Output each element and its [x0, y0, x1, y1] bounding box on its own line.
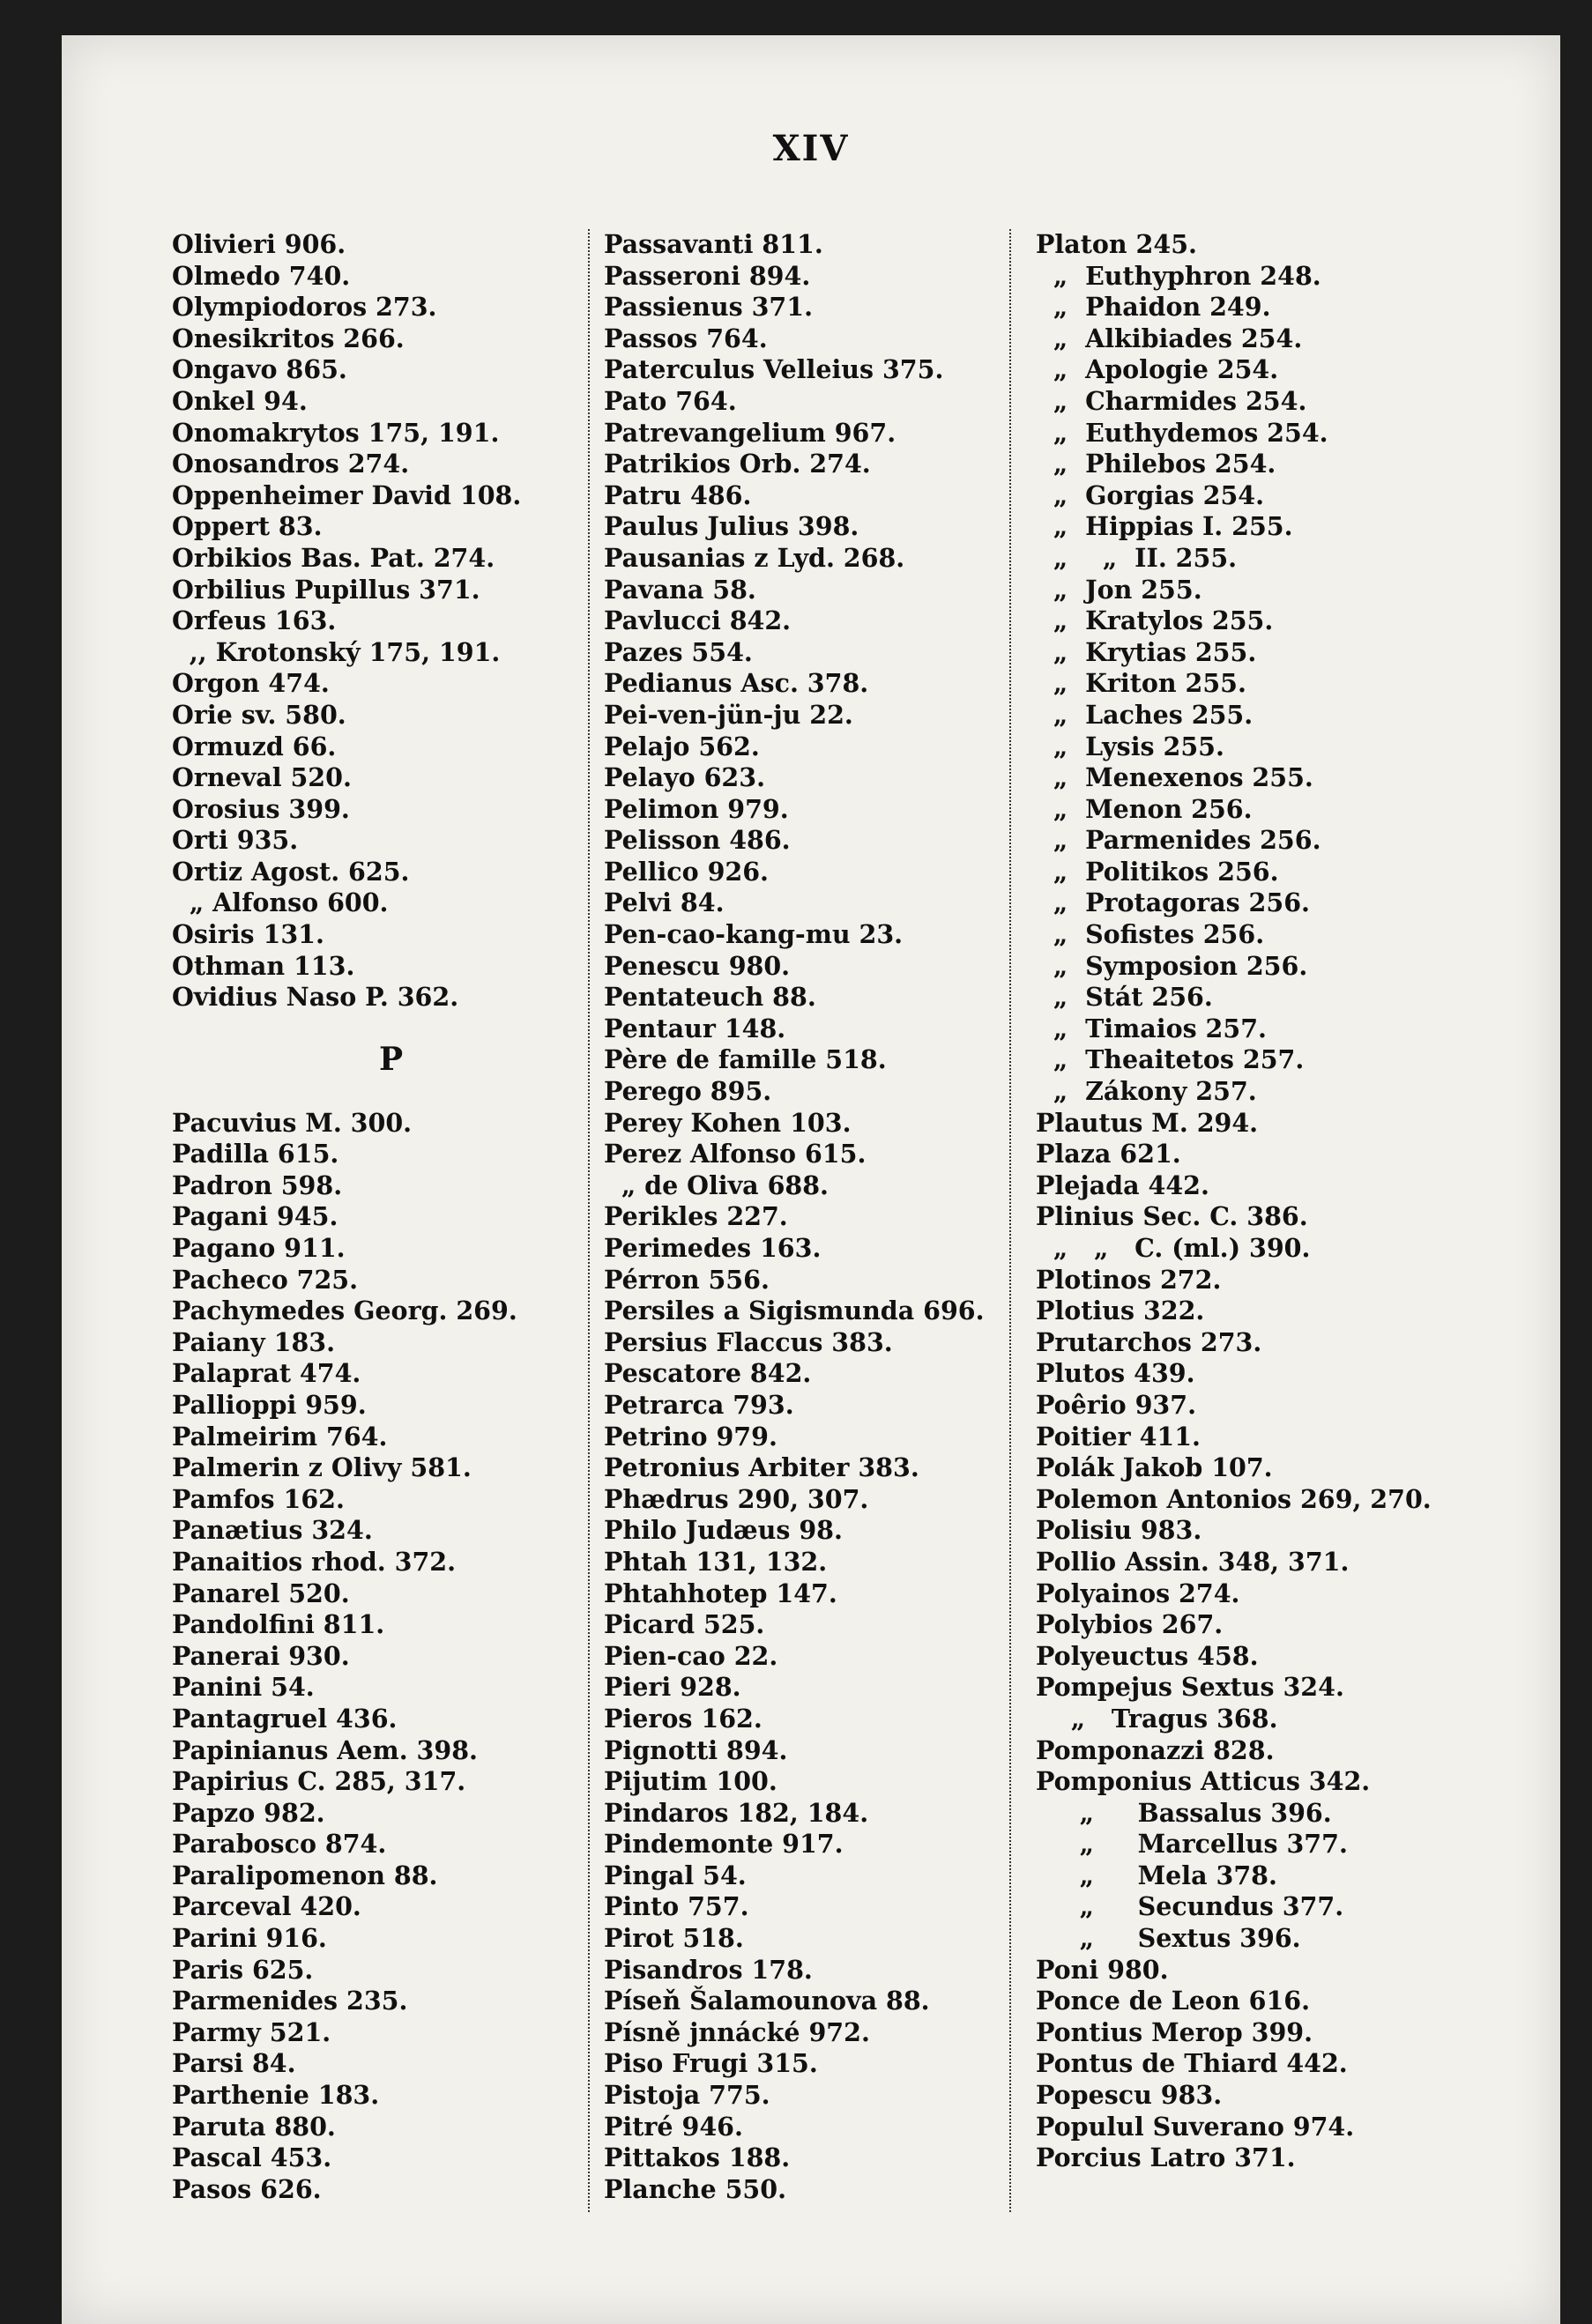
index-entry: „ Bassalus 396.	[1036, 1797, 1332, 1828]
index-entry: „ Kriton 255.	[1036, 668, 1246, 699]
index-entry: Pasos 626.	[172, 2173, 322, 2204]
index-entry: Persius Flaccus 383.	[604, 1326, 893, 1357]
index-entry: „ Protagoras 256.	[1036, 887, 1310, 918]
index-entry: Olivieri 906.	[172, 229, 346, 259]
index-entry: „ Hippias I. 255.	[1036, 511, 1293, 542]
index-entry: Pelvi 84.	[604, 887, 725, 918]
index-entry: „ Charmides 254.	[1036, 385, 1307, 416]
index-entry: Píseň Šalamounova 88.	[604, 1986, 930, 2016]
index-entry: Panini 54.	[172, 1672, 315, 1703]
index-entry: Osiris 131.	[172, 919, 324, 950]
index-entry: „ Theaitetos 257.	[1036, 1044, 1305, 1075]
index-entry: Perikles 227.	[604, 1201, 788, 1232]
index-entry: Phtah 131, 132.	[604, 1546, 828, 1577]
index-entry: Pomponazzi 828.	[1036, 1734, 1275, 1765]
index-entry: Pentateuch 88.	[604, 982, 816, 1013]
index-entry: Ormuzd 66.	[172, 731, 337, 761]
index-entry: Petronius Arbiter 383.	[604, 1452, 919, 1483]
index-entry: Onomakrytos 175, 191.	[172, 417, 500, 448]
index-entry: Passavanti 811.	[604, 229, 823, 259]
index-entry: Penescu 980.	[604, 950, 791, 981]
index-entry: Pistoja 775.	[604, 2080, 770, 2111]
index-entry: „ Alfonso 600.	[172, 887, 389, 918]
index-entry: Pallioppi 959.	[172, 1389, 367, 1420]
index-entry: Pen-cao-kang-mu 23.	[604, 919, 904, 950]
index-entry: Pacuvius M. 300.	[172, 1107, 413, 1138]
index-entry: Parthenie 183.	[172, 2080, 380, 2111]
index-entry: Pantagruel 436.	[172, 1703, 398, 1734]
index-entry: Planche 550.	[604, 2173, 786, 2204]
index-entry: Ortiz Agost. 625.	[172, 856, 410, 887]
index-entry: Orosius 399.	[172, 793, 350, 824]
index-entry: Padron 598.	[172, 1169, 343, 1200]
index-entry: Pescatore 842.	[604, 1358, 812, 1389]
index-entry: Perimedes 163.	[604, 1233, 822, 1263]
index-entry: Pollio Assin. 348, 371.	[1036, 1546, 1350, 1577]
index-entry: Pompejus Sextus 324.	[1036, 1672, 1344, 1703]
index-entry: Písně jnnácké 972.	[604, 2016, 870, 2047]
index-entry: Oppenheimer David 108.	[172, 479, 522, 510]
index-entry: Orie sv. 580.	[172, 699, 346, 730]
index-entry: Paralipomenon 88.	[172, 1860, 438, 1890]
index-entry: Orgon 474.	[172, 668, 330, 699]
index-entry: Pavlucci 842.	[604, 605, 792, 636]
index-entry: „ Sofistes 256.	[1036, 919, 1265, 950]
index-entry: Orneval 520.	[172, 762, 352, 793]
index-entry: „ Timaios 257.	[1036, 1013, 1267, 1043]
index-entry: „ Stát 256.	[1036, 982, 1213, 1013]
index-entry: Pato 764.	[604, 385, 737, 416]
index-entry: Polák Jakob 107.	[1036, 1452, 1273, 1483]
index-entry: Pentaur 148.	[604, 1013, 786, 1043]
index-entry: „ Menon 256.	[1036, 793, 1253, 824]
index-entry: Poêrio 937.	[1036, 1389, 1196, 1420]
index-entry: Papzo 982.	[172, 1797, 325, 1828]
index-entry: Pei-ven-jün-ju 22.	[604, 699, 853, 730]
index-entry: Parmy 521.	[172, 2016, 331, 2047]
index-entry: Plotinos 272.	[1036, 1264, 1222, 1295]
index-entry: Parceval 420.	[172, 1891, 361, 1922]
index-entry: Pomponius Atticus 342.	[1036, 1766, 1371, 1797]
index-entry: Pagano 911.	[172, 1233, 346, 1263]
index-entry: „ Secundus 377.	[1036, 1891, 1344, 1922]
index-entry: Parabosco 874.	[172, 1829, 387, 1860]
index-entry: „ Krytias 255.	[1036, 636, 1257, 667]
index-entry: Pittakos 188.	[604, 2142, 791, 2173]
index-column-middle	[604, 229, 1045, 2205]
index-entry: Panaitios rhod. 372.	[172, 1546, 457, 1577]
index-entry: Père de famille 518.	[604, 1044, 887, 1075]
index-entry: „ Parmenides 256.	[1036, 825, 1321, 856]
index-entry: „ Marcellus 377.	[1036, 1829, 1348, 1860]
blank-line	[172, 1076, 613, 1108]
index-column-left	[172, 229, 613, 2205]
index-entry: „ Phaidon 249.	[1036, 292, 1271, 323]
index-entry: Platon 245.	[1036, 229, 1197, 259]
index-entry: Plaza 621.	[1036, 1139, 1181, 1169]
index-entry: Pellico 926.	[604, 856, 769, 887]
index-entry: „ Laches 255.	[1036, 699, 1254, 730]
index-entry: Papirius C. 285, 317.	[172, 1766, 466, 1797]
index-entry: Pacheco 725.	[172, 1264, 359, 1295]
index-entry: Pieros 162.	[604, 1703, 763, 1734]
index-entry: Pavana 58.	[604, 574, 756, 605]
blank-line	[172, 1014, 613, 1045]
index-entry: Philo Judæus 98.	[604, 1515, 843, 1546]
index-entry: „ Menexenos 255.	[1036, 762, 1313, 793]
index-entry: Passienus 371.	[604, 292, 814, 323]
index-entry: Onesikritos 266.	[172, 323, 405, 353]
index-entry: Pirot 518.	[604, 1923, 744, 1954]
index-entry: „ Politikos 256.	[1036, 856, 1279, 887]
index-entry: „ Apologie 254.	[1036, 354, 1279, 385]
index-entry: „ „ II. 255.	[1036, 542, 1238, 573]
index-entry: Pamfos 162.	[172, 1483, 345, 1514]
index-entry: Orbikios Bas. Pat. 274.	[172, 542, 495, 573]
index-entry: „ Kratylos 255.	[1036, 605, 1274, 636]
index-entry: Olympiodoros 273.	[172, 292, 437, 323]
index-entry: „ Gorgias 254.	[1036, 479, 1265, 510]
index-entry: Pien-cao 22.	[604, 1640, 778, 1671]
index-entry: „ „ C. (ml.) 390.	[1036, 1233, 1311, 1263]
index-entry: „ Euthyphron 248.	[1036, 260, 1321, 291]
index-entry: Petrino 979.	[604, 1421, 777, 1452]
index-entry: Phædrus 290, 307.	[604, 1483, 869, 1514]
index-entry: ,, Krotonský 175, 191.	[172, 636, 501, 667]
page-number: XIV	[772, 128, 850, 169]
index-entry: Plautus M. 294.	[1036, 1107, 1259, 1138]
index-entry: Padilla 615.	[172, 1139, 339, 1169]
index-entry: Perey Kohen 103.	[604, 1107, 852, 1138]
index-entry: Panerai 930.	[172, 1640, 350, 1671]
index-entry: Plinius Sec. C. 386.	[1036, 1201, 1308, 1232]
index-entry: Parsi 84.	[172, 2048, 296, 2079]
scanned-page	[62, 35, 1560, 2324]
index-entry: Pelimon 979.	[604, 793, 789, 824]
index-entry: Parini 916.	[172, 1923, 327, 1954]
index-entry: Pelajo 562.	[604, 731, 760, 761]
index-entry: Polisiu 983.	[1036, 1515, 1202, 1546]
index-entry: Prutarchos 273.	[1036, 1326, 1262, 1357]
index-entry: Poni 980.	[1036, 1954, 1169, 1985]
index-entry: Polyainos 274.	[1036, 1578, 1240, 1608]
index-entry: Paterculus Velleius 375.	[604, 354, 944, 385]
index-entry: Panarel 520.	[172, 1578, 350, 1608]
index-entry: „ Philebos 254.	[1036, 449, 1276, 479]
index-entry: Palaprat 474.	[172, 1358, 361, 1389]
index-entry: Pijutim 100.	[604, 1766, 777, 1797]
index-entry: Panætius 324.	[172, 1515, 373, 1546]
index-entry: Pontus de Thiard 442.	[1036, 2048, 1348, 2079]
index-entry: Pignotti 894.	[604, 1734, 788, 1765]
index-entry: Passos 764.	[604, 323, 768, 353]
index-entry: Paruta 880.	[172, 2111, 336, 2142]
index-entry: Petrarca 793.	[604, 1389, 794, 1420]
index-entry: Popescu 983.	[1036, 2080, 1223, 2111]
index-entry: Onosandros 274.	[172, 449, 410, 479]
index-entry: Onkel 94.	[172, 385, 308, 416]
index-entry: Orfeus 163.	[172, 605, 337, 636]
index-entry: Paris 625.	[172, 1954, 314, 1985]
index-entry: Pazes 554.	[604, 636, 753, 667]
index-entry: „ Euthydemos 254.	[1036, 417, 1328, 448]
index-entry: Perez Alfonso 615.	[604, 1139, 867, 1169]
index-entry: Pachymedes Georg. 269.	[172, 1296, 517, 1326]
index-entry: Pingal 54.	[604, 1860, 747, 1890]
index-entry: Pagani 945.	[172, 1201, 338, 1232]
index-entry: Phtahhotep 147.	[604, 1578, 837, 1608]
index-entry: Paiany 183.	[172, 1326, 336, 1357]
index-entry: „ Tragus 368.	[1036, 1703, 1278, 1734]
index-entry: Pascal 453.	[172, 2142, 332, 2173]
index-entry: Polemon Antonios 269, 270.	[1036, 1483, 1432, 1514]
index-entry: Othman 113.	[172, 950, 355, 981]
index-entry: Pindemonte 917.	[604, 1829, 844, 1860]
index-entry: Ongavo 865.	[172, 354, 347, 385]
index-entry: Polyeuctus 458.	[1036, 1640, 1259, 1671]
index-entry: Poitier 411.	[1036, 1421, 1201, 1452]
index-entry: Populul Suverano 974.	[1036, 2111, 1355, 2142]
index-entry: Oppert 83.	[172, 511, 323, 542]
index-entry: Pelisson 486.	[604, 825, 791, 856]
index-entry: Plejada 442.	[1036, 1169, 1209, 1200]
index-entry: Paulus Julius 398.	[604, 511, 859, 542]
index-entry: Patrevangelium 967.	[604, 417, 896, 448]
index-entry: Palmeirim 764.	[172, 1421, 388, 1452]
index-entry: Perego 895.	[604, 1076, 772, 1107]
section-heading: P	[379, 1041, 405, 1079]
index-entry: Pindaros 182, 184.	[604, 1797, 869, 1828]
index-entry: Pandolfini 811.	[172, 1609, 385, 1640]
index-entry: Olmedo 740.	[172, 260, 351, 291]
index-entry: „ de Oliva 688.	[604, 1169, 829, 1200]
index-entry: Pelayo 623.	[604, 762, 765, 793]
index-entry: „ Mela 378.	[1036, 1860, 1277, 1890]
index-entry: Ponce de Leon 616.	[1036, 1986, 1311, 2016]
index-entry: Persiles a Sigismunda 696.	[604, 1296, 985, 1326]
index-entry: „ Sextus 396.	[1036, 1923, 1301, 1954]
index-entry: Pausanias z Lyd. 268.	[604, 542, 905, 573]
index-entry: „ Zákony 257.	[1036, 1076, 1257, 1107]
index-entry: Palmerin z Olivy 581.	[172, 1452, 472, 1483]
index-entry: Polybios 267.	[1036, 1609, 1224, 1640]
index-entry: Pisandros 178.	[604, 1954, 813, 1985]
index-entry: Patru 486.	[604, 479, 752, 510]
index-entry: Picard 525.	[604, 1609, 765, 1640]
index-entry: Passeroni 894.	[604, 260, 811, 291]
index-entry: Papinianus Aem. 398.	[172, 1734, 478, 1765]
index-entry: Pedianus Asc. 378.	[604, 668, 869, 699]
index-entry: Ovidius Naso P. 362.	[172, 982, 459, 1013]
index-entry: Parmenides 235.	[172, 1986, 408, 2016]
index-entry: Pinto 757.	[604, 1891, 749, 1922]
index-entry: „ Lysis 255.	[1036, 731, 1224, 761]
index-entry: Pitré 946.	[604, 2111, 743, 2142]
index-entry: Pieri 928.	[604, 1672, 741, 1703]
index-entry: Plutos 439.	[1036, 1358, 1195, 1389]
index-entry: „ Alkibiades 254.	[1036, 323, 1303, 353]
index-entry: „ Jon 255.	[1036, 574, 1202, 605]
index-entry: „ Symposion 256.	[1036, 950, 1308, 981]
index-entry: Orti 935.	[172, 825, 299, 856]
index-entry: Plotius 322.	[1036, 1296, 1205, 1326]
index-column-right	[1036, 229, 1494, 2174]
index-entry: Orbilius Pupillus 371.	[172, 574, 480, 605]
index-entry: Patrikios Orb. 274.	[604, 449, 871, 479]
index-entry: Pontius Merop 399.	[1036, 2016, 1313, 2047]
index-entry: Porcius Latro 371.	[1036, 2142, 1296, 2173]
index-entry: Piso Frugi 315.	[604, 2048, 818, 2079]
index-entry: Pérron 556.	[604, 1264, 770, 1295]
